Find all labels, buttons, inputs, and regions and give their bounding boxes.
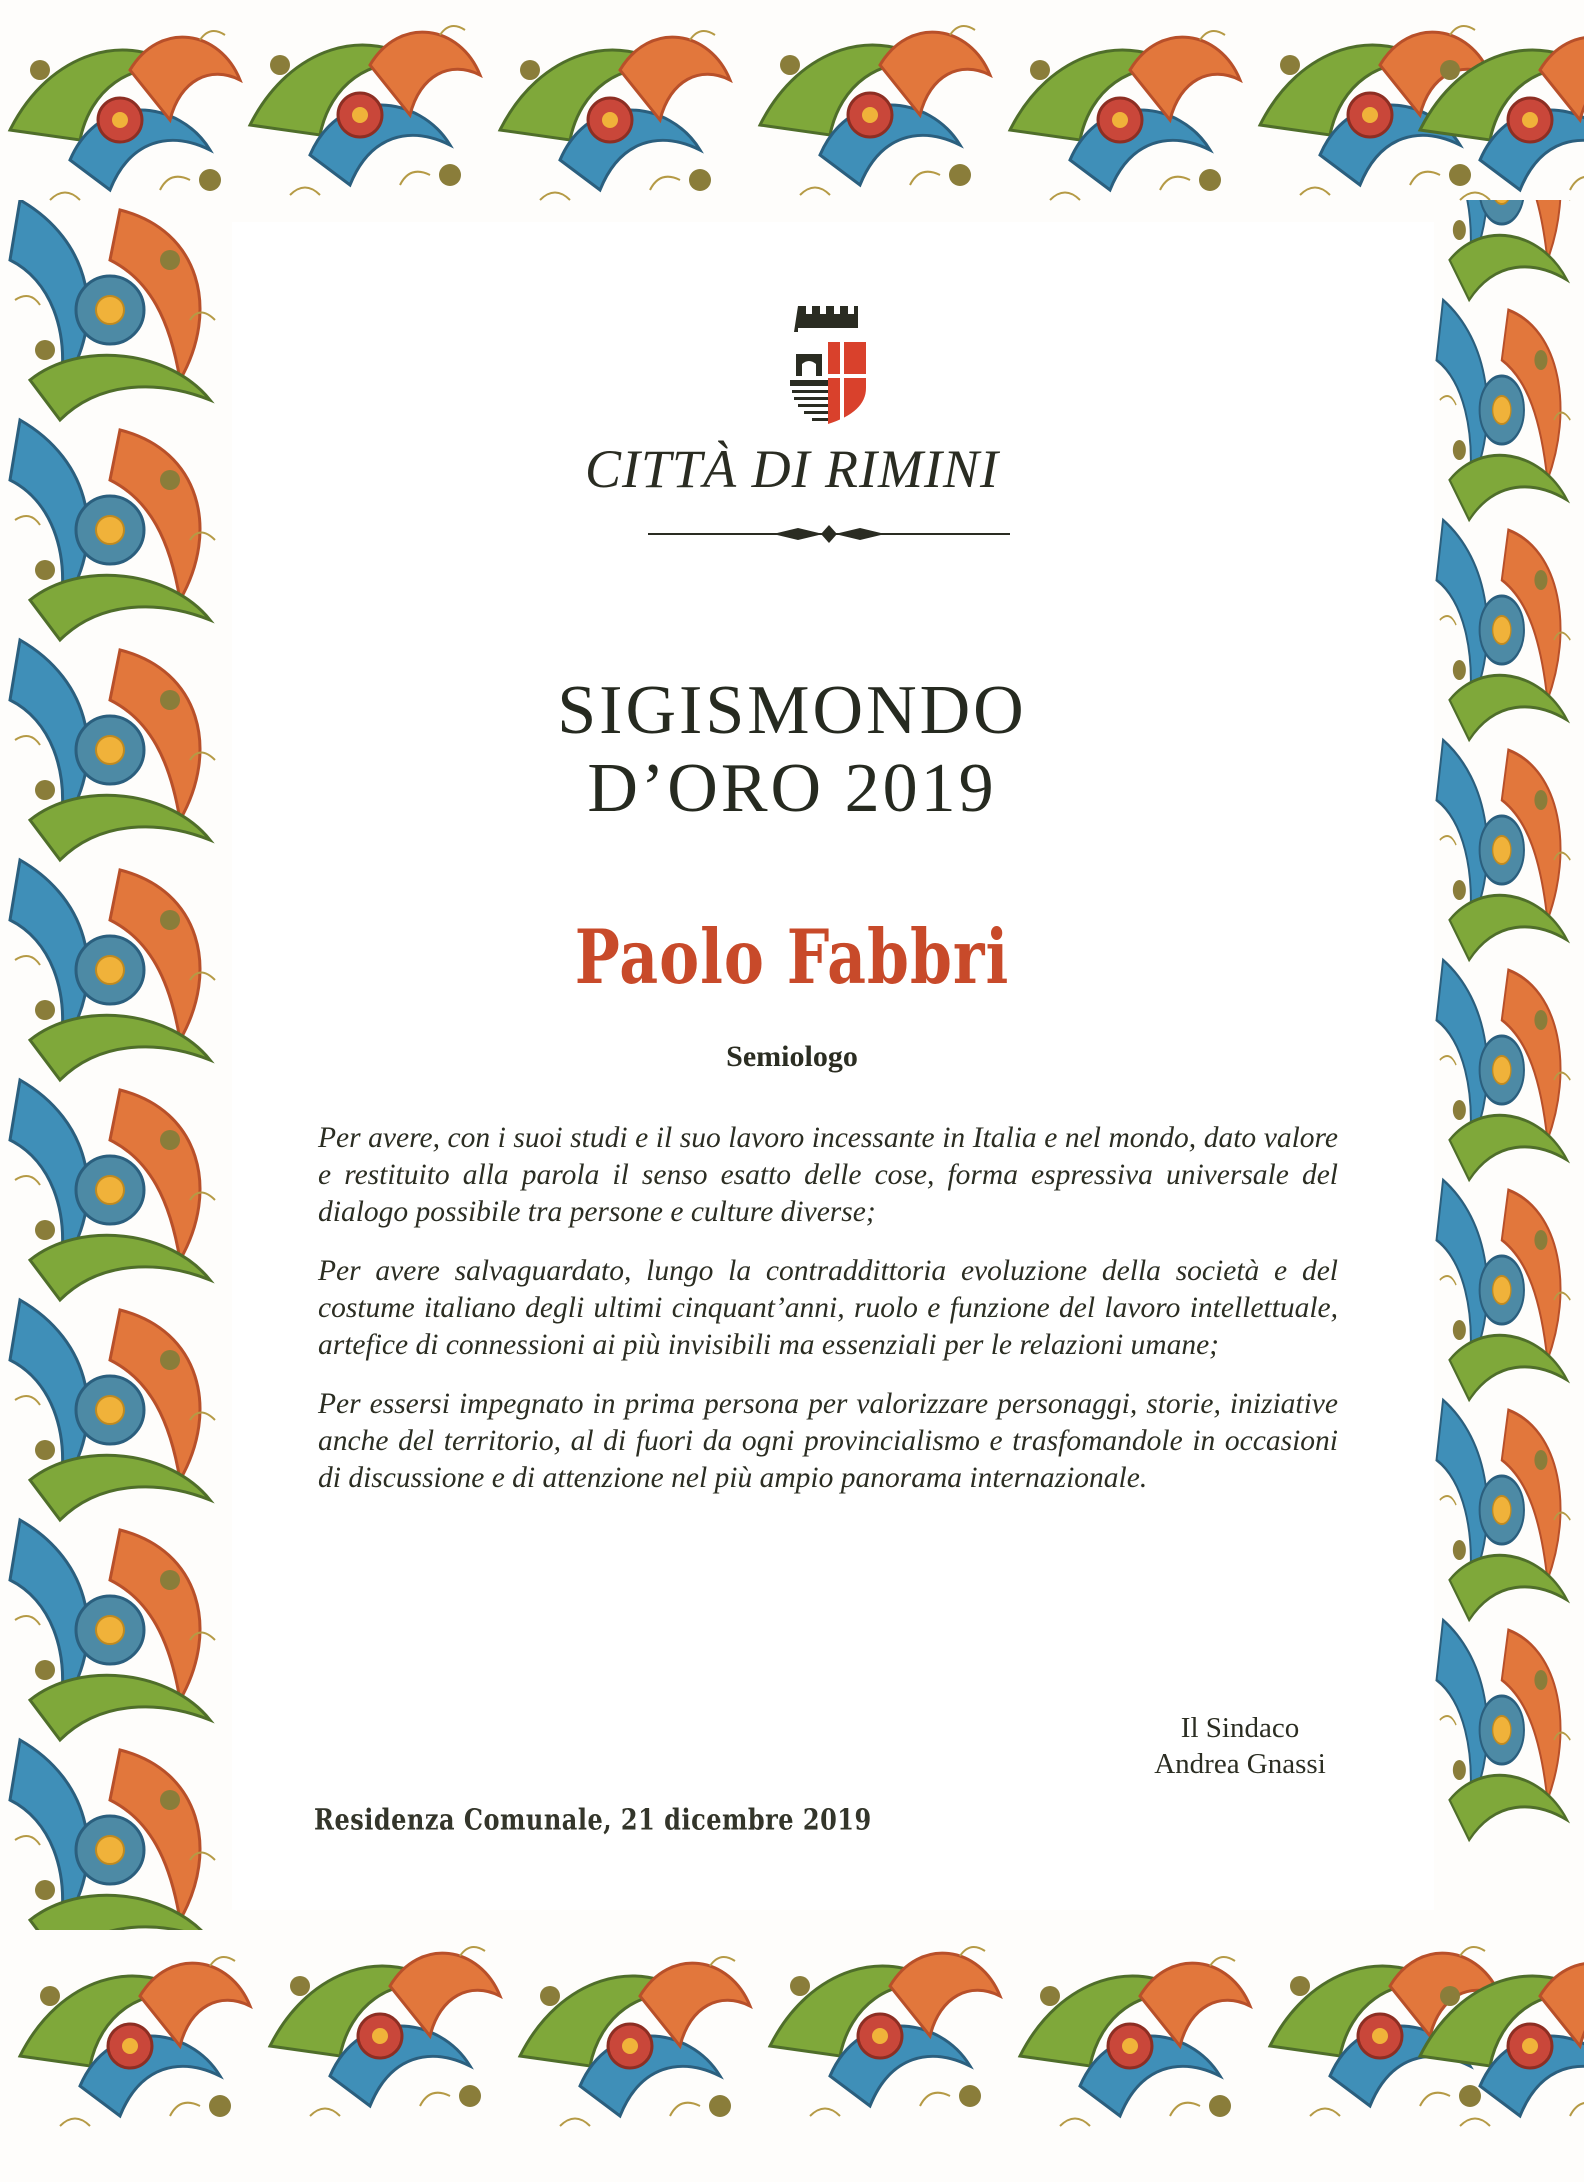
award-title bbox=[0, 672, 1584, 828]
signatory-title: Il Sindaco bbox=[1180, 1712, 1300, 1744]
award-title-line-1: SIGISMONDO bbox=[557, 672, 1027, 749]
rimini-coat-of-arms-icon bbox=[788, 302, 868, 426]
ornamental-divider-icon bbox=[648, 523, 1010, 545]
award-title-line-2: D’ORO 2019 bbox=[587, 750, 997, 827]
city-name: CITTÀ DI RIMINI bbox=[585, 439, 999, 499]
ornamental-border-bottom bbox=[0, 1906, 1584, 2182]
floral-scroll-icon bbox=[0, 1906, 1584, 2182]
signatory bbox=[1080, 1710, 1400, 1782]
ornamental-border-top bbox=[0, 0, 1584, 228]
motivation-paragraph: Per avere, con i suoi studi e il suo lavoro incessante in Italia e nel mondo, dato valore e restituito alla parola il senso esatto delle cose, forma espressiva universale del dialogo possibile tra persone e culture diverse; bbox=[318, 1122, 1338, 1228]
motivation-paragraph: Per avere salvaguardato, lungo la contraddittoria evoluzione della società e del costume italiano degli ultimi cinquant’anni, ruolo e funzione del lavoro intellettuale, artefice di connessioni ai più invisibili ma essenziali per le relazioni umane; bbox=[318, 1255, 1338, 1361]
recipient-role: Semiologo bbox=[726, 1040, 858, 1073]
recipient-name: Paolo Fabbri bbox=[574, 914, 1010, 1002]
floral-scroll-icon bbox=[0, 0, 1584, 228]
place-date: Residenza Comunale, 21 dicembre 2019 bbox=[314, 1802, 872, 1837]
motivations bbox=[318, 1120, 1338, 1519]
signatory-name: Andrea Gnassi bbox=[1154, 1748, 1326, 1780]
motivation-paragraph: Per essersi impegnato in prima persona per valorizzare personaggi, storie, iniziative anche del territorio, al di fuori da ogni provincialismo e trasfomandole in occasioni di discussione e di attenzione nel più ampio panorama internazionale. bbox=[318, 1388, 1338, 1494]
